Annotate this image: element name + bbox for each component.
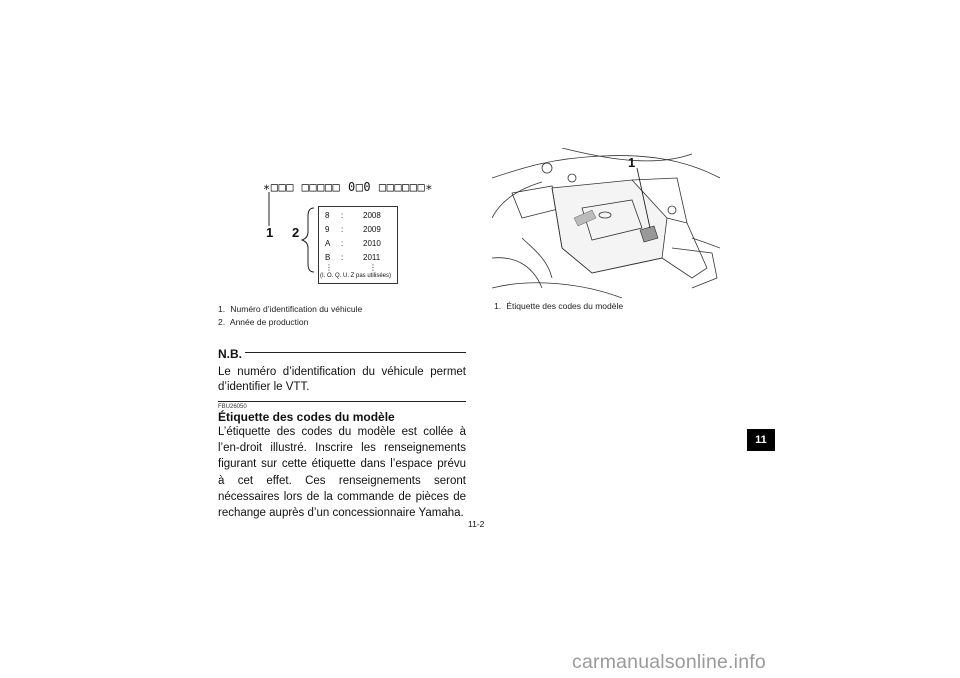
page-number: 11-2 [468,519,485,529]
note-title: N.B. [218,347,245,361]
engine-illustration [492,148,720,298]
year-code-row: B : 2011 [325,253,381,262]
vin-callout-1: 1 [266,225,274,240]
year-code-note: (I. O. Q. U. Z pas utilisées) [320,273,392,279]
caption-item: 1. Étiquette des codes du modèle [494,301,624,311]
section-code: FBU26050 [218,404,247,410]
photo-callout-1: 1 [628,155,636,170]
note-rule-bottom [218,401,466,402]
chapter-tab: 11 [747,429,775,451]
year-code-ellipsis-row: ⋮ ⋮ [325,263,377,272]
watermark: carmanualsonline.info [572,651,766,673]
year-code-row: 8 : 2008 [325,211,381,220]
year-code-row: 9 : 2009 [325,225,381,234]
section-model-label [218,404,466,521]
caption-left [218,303,362,329]
year-code-row: A : 2010 [325,239,381,248]
section-body: L’étiquette des codes du modèle est collée à l’en-droit illustré. Inscrire les renseignements figurant sur cette étiquette dans l’espace prévu à cet effet. Ces renseignements seront nécessaires lors de la commande de pièces de rechange auprès d’un concessionnaire Yamaha. [218,426,466,520]
model-label-photo [492,148,720,298]
note-block [218,345,466,402]
year-code-table [318,206,398,284]
note-text: Le numéro d’identification du véhicule permet d’identifier le VTT. [218,366,466,393]
vin-pattern: ∗□□□ □□□□□ 0□0 □□□□□□∗ [263,180,433,194]
vin-callout-2: 2 [292,225,300,240]
caption-right [494,300,623,313]
vin-figure [248,172,448,282]
note-rule-top [218,352,466,353]
caption-item: 2. Année de production [218,317,309,327]
section-title: Étiquette des codes du modèle [218,410,395,424]
caption-item: 1. Numéro d’identification du véhicule [218,304,363,314]
